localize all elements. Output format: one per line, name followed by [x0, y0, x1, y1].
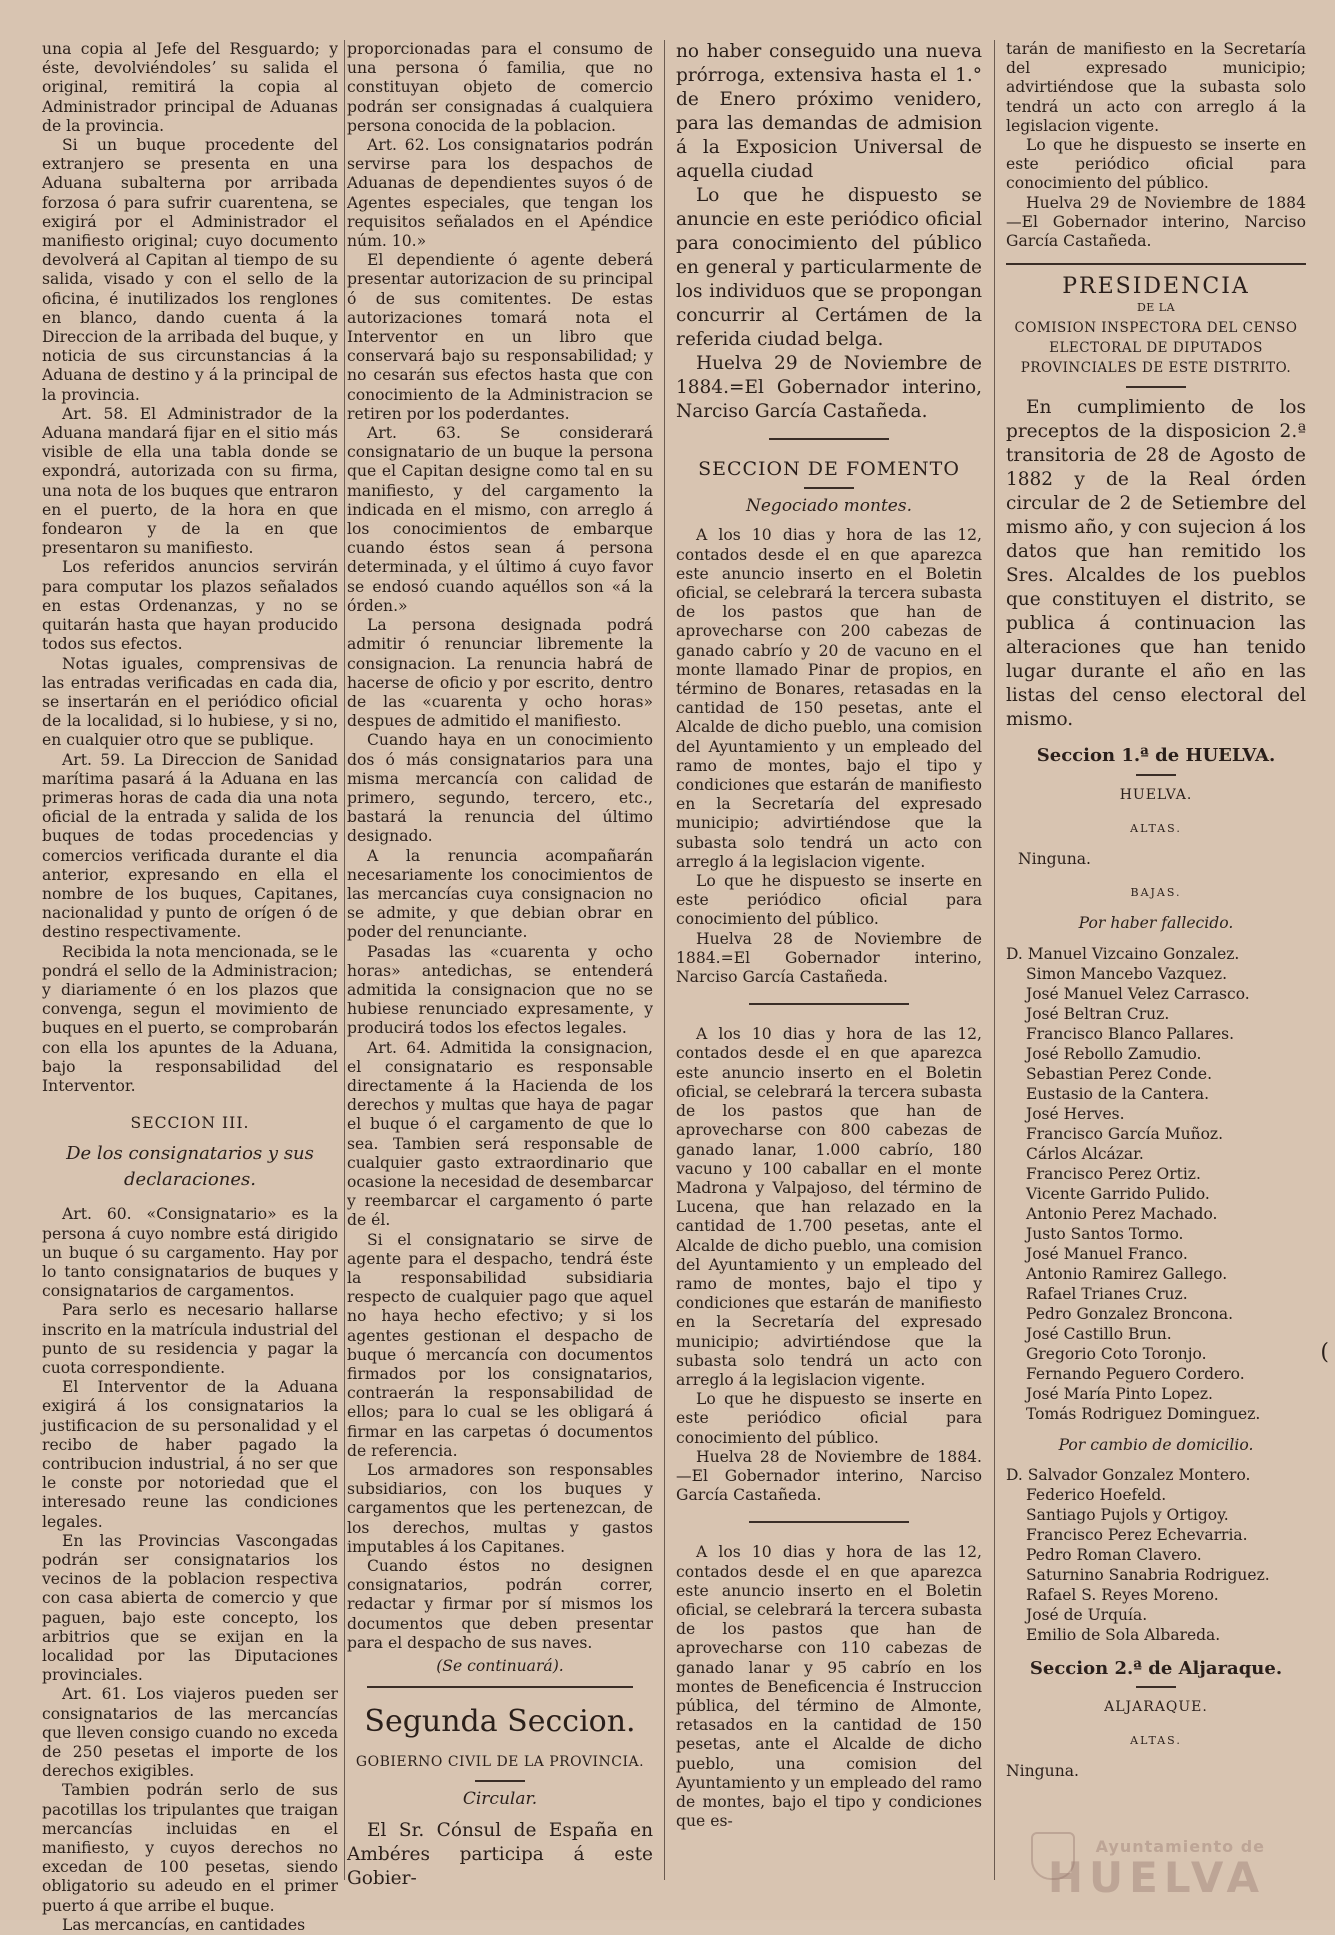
deceased-list	[1006, 944, 1306, 1424]
paragraph: Para serlo es necesario hallarse inscrito en la matrícula industrial del punto de su residencia y pagar la cuota correspondiente.	[42, 1301, 338, 1377]
list-item: Vicente Garrido Pulido.	[1026, 1184, 1210, 1203]
list-item: Francisco Perez Echevarria.	[1026, 1525, 1248, 1544]
list-item: Francisco García Muñoz.	[1026, 1124, 1224, 1143]
list-item: José Manuel Franco.	[1026, 1244, 1188, 1263]
paragraph: Los referidos anuncios servirán para computar los plazos señalados en estas Ordenanzas, y no se quitarán hasta que hayan producido todos sus efectos.	[42, 558, 338, 654]
paragraph: En cumplimiento de los preceptos de la disposicion 2.ª transitoria de 28 de Agosto de 1882 y de la Real órden circular de 2 de Setiembre del mismo año, y con sujecion á los datos que han remitido los Sres. Alcaldes de los pueblos que constituyen el distrito, se publica á continuacion las alteraciones que han tenido lugar durante el año en las listas del censo electoral del mismo.	[1006, 397, 1306, 731]
divider	[1136, 1686, 1176, 1688]
gov-heading: GOBIERNO CIVIL DE LA PROVINCIA.	[355, 1754, 645, 1771]
list-item: Francisco Perez Ortiz.	[1026, 1164, 1201, 1183]
paragraph: tarán de manifiesto en la Secretaría del expresado municipio; advirtiéndose que la subasta solo tendrá un acto con arreglo á la legislacion vigente.	[1006, 40, 1306, 135]
paragraph: Pasadas las «cuarenta y ocho horas» antedichas, se entenderá admitida la consignacion que no se hubiese renunciado expresamente, y producirá todos los efectos legales.	[347, 942, 653, 1038]
paragraph: Notas iguales, comprensivas de las entradas verificadas en cada dia, se insertarán en el periódico oficial de la localidad, si lo hubiese, y si no, en cualquier otro que se publique.	[42, 654, 338, 750]
section-heading: SECCION DE FOMENTO	[698, 458, 960, 480]
subsection-title: Por cambio de domicilio.	[1058, 1435, 1254, 1454]
presidencia-title: PRESIDENCIA	[1062, 274, 1250, 300]
paragraph: Huelva 29 de Noviembre de 1884 —El Gobernador interino, Narciso García Castañeda.	[1006, 193, 1306, 251]
list-item: Tomás Rodriguez Dominguez.	[1026, 1404, 1261, 1423]
section-title: De los consignatarios y sus declaraciones.	[66, 1143, 314, 1191]
divider	[475, 1780, 525, 1782]
column-3	[676, 40, 982, 1920]
list-item: Gregorio Coto Toronjo.	[1026, 1344, 1207, 1363]
paragraph: Cuando éstos no designen consignatarios, podrán correr, redactar y firmar por sí mismos los documentos que deben presentar para el despacho de sus naves.	[347, 1557, 653, 1652]
commission-title: COMISION INSPECTORA DEL CENSO ELECTORAL DE DIPUTADOS PROVINCIALES DE ESTE DISTRITO.	[1014, 320, 1298, 377]
list-item: Sebastian Perez Conde.	[1026, 1064, 1213, 1083]
divider	[1006, 263, 1306, 265]
list-item: Santiago Pujols y Ortigoy.	[1026, 1505, 1229, 1524]
list-item: Simon Mancebo Vazquez.	[1026, 964, 1227, 983]
paragraph: Recibida la nota mencionada, se le pondrá el sello de la Administracion; y diariamente ó en los plazos que convenga, segun el movimiento de buques en el puerto, se comprobarán con ella los apuntes de la Aduana, bajo la responsabilidad del Interventor.	[42, 942, 338, 1095]
bajas-label: BAJAS.	[1130, 886, 1182, 900]
list-item: José María Pinto Lopez.	[1026, 1384, 1213, 1403]
column-divider	[664, 40, 665, 1880]
column-2	[347, 40, 653, 1920]
paragraph: El Interventor de la Aduana exigirá á los consignatarios la justificacion de su personalidad y el recibo de haber pagado la contribucion industrial, á no ser que le conste por notoriedad que el interesado reune las condiciones legales.	[42, 1378, 338, 1531]
list-item: Rafael Trianes Cruz.	[1026, 1284, 1188, 1303]
paragraph: Los armadores son responsables subsidiarios, con los buques y cargamentos que les pertenezcan, de los derechos, multas y gastos imputables á los Capitanes.	[347, 1461, 653, 1556]
divider	[749, 1003, 909, 1005]
town-heading: HUELVA.	[1119, 786, 1193, 803]
list-item: José de Urquía.	[1026, 1605, 1148, 1624]
divider	[804, 487, 854, 489]
list-item: José Manuel Velez Carrasco.	[1026, 984, 1250, 1003]
watermark-line: HUELVA	[1047, 1853, 1265, 1902]
circular-title: Circular.	[462, 1789, 538, 1810]
section-heading: Seccion 2.ª de Aljaraque.	[1029, 1657, 1283, 1679]
divider	[769, 438, 889, 440]
paragraph: Si un buque procedente del extranjero se presenta en una Aduana subalterna por arribada forzosa ó para sufrir cuarentena, se exigirá por el Administrador el manifiesto original; cuyo documento devolverá al Capitan al tiempo de su salida, visado y con el sello de la oficina, é inutilizados los renglones en blanco, dando cuenta á la Direccion de la arribada del buque, y noticia de sus circunstancias á la Aduana de destino y á la principal de la provincia.	[42, 136, 338, 404]
list-item: Francisco Blanco Pallares.	[1026, 1024, 1235, 1043]
paragraph: Lo que he dispuesto se inserte en este periódico oficial para conocimiento del público.	[1006, 136, 1306, 193]
list-item: Pedro Roman Clavero.	[1026, 1545, 1202, 1564]
list-item: Emilio de Sola Albareda.	[1026, 1625, 1221, 1644]
column-divider	[994, 40, 995, 1880]
paragraph: Art. 59. La Direccion de Sanidad marítima pasará á la Aduana en las primeras horas de cada dia una nota oficial de la entrada y salida de los buques de todas procedencias y comercios verificada durante el dia anterior, expresando en ella el nombre de los buques, Capitanes, nacionalidad y punto de orígen ó de destino respectivamente.	[42, 750, 338, 942]
subsection-title: Negociado montes.	[746, 496, 912, 517]
paragraph: Lo que he dispuesto se anuncie en este periódico oficial para conocimiento del público en general y particularmente de los individuos que se propongan concurrir al Certámen de la referida ciudad belga.	[676, 185, 982, 350]
list-item: José Herves.	[1026, 1104, 1125, 1123]
list-item: Rafael S. Reyes Moreno.	[1026, 1585, 1219, 1604]
list-item: José Beltran Cruz.	[1026, 1004, 1170, 1023]
list-item: Antonio Perez Machado.	[1026, 1204, 1218, 1223]
divider	[367, 1686, 633, 1688]
continued-note: (Se continuará).	[436, 1657, 564, 1676]
edge-mark: (	[1320, 1340, 1329, 1365]
paragraph: Ninguna.	[1006, 1762, 1079, 1781]
list-item: Eustasio de la Cantera.	[1026, 1084, 1210, 1103]
paragraph: Ninguna.	[1018, 850, 1091, 869]
paragraph: Art. 62. Los consignatarios podrán servirse para los despachos de Aduanas de dependientes suyos ó de Agentes especiales, que tengan los requisitos señalados en el Apéndice núm. 10.»	[347, 136, 653, 251]
paragraph: Art. 61. Los viajeros pueden ser consignatarios de las mercancías que lleven consigo cuando no exceda de 250 pesetas el importe de los derechos exigibles.	[42, 1685, 338, 1781]
list-item: Pedro Gonzalez Broncona.	[1026, 1304, 1234, 1323]
paragraph: A los 10 dias y hora de las 12, contados desde el en que aparezca este anuncio inserto en el Boletin oficial, se celebrará la tercera subasta de los pastos que han de aprovecharse con 110 cabezas de ganado lanar y 95 cabrío en los montes de Beneficencia é Instruccion pública, del término de Almonte, retasados en la cantidad de 150 pesetas, ante el Alcalde de dicho pueblo, una comision del Ayuntamiento y un empleado del ramo de montes, bajo el tipo y condiciones que es-	[676, 1543, 982, 1831]
paragraph: A la renuncia acompañarán necesariamente los conocimientos de las mercancías cuya consignacion no se admite, y que debian obrar en poder del renunciante.	[347, 846, 653, 942]
paragraph: Huelva 28 de Noviembre de 1884. —El Gobernador interino, Narciso García Castañeda.	[676, 1447, 982, 1505]
paragraph: Art. 63. Se considerará consignatario de un buque la persona que el Capitan designe como tal en su manifiesto, y del cargamento la indicada en el mismo, con arreglo á los conocimientos de embarque cuando éstos sean á persona determinada, y el último á cuyo favor se endosó cuando aquéllos son «á la órden.»	[347, 424, 653, 615]
list-item: José Castillo Brun.	[1026, 1324, 1172, 1343]
paragraph: Huelva 28 de Noviembre de 1884.=El Gobernador interino, Narciso García Castañeda.	[676, 929, 982, 987]
list-item: Antonio Ramirez Gallego.	[1026, 1264, 1228, 1283]
list-item: D. Salvador Gonzalez Montero.	[1006, 1465, 1251, 1484]
paragraph: no haber conseguido una nueva prórroga, extensiva hasta el 1.° de Enero próximo venidero, para las demandas de admision á la Exposicion Universal de aquella ciudad	[676, 41, 982, 182]
divider	[749, 1521, 909, 1523]
list-item: Justo Santos Tormo.	[1026, 1224, 1184, 1243]
paragraph: El Sr. Cónsul de España en Ambéres participa á este Gobier-	[347, 1820, 653, 1890]
archive-watermark	[1048, 1837, 1265, 1900]
section-heading: Seccion 1.ª de HUELVA.	[1036, 745, 1276, 767]
list-item: Saturnino Sanabria Rodriguez.	[1026, 1565, 1270, 1584]
list-item: Federico Hoefeld.	[1026, 1485, 1167, 1504]
list-item: D. Manuel Vizcaino Gonzalez.	[1006, 944, 1240, 963]
paragraph: Cuando haya en un conocimiento dos ó más consignatarios para una misma mercancía con calidad de primero, segundo, tercero, etc., bastará la renuncia del último designado.	[347, 731, 653, 846]
section-title: Segunda Seccion.	[364, 1704, 636, 1740]
de-la-label: DE LA	[1136, 301, 1176, 315]
paragraph: Lo que he dispuesto se inserte en este periódico oficial para conocimiento del público.	[676, 872, 982, 929]
paragraph: A los 10 dias y hora de las 12, contados desde el en que aparezca este anuncio inserto en el Boletin oficial, se celebrará la tercera subasta de los pastos que han de aprovecharse con 800 cabezas de ganado lanar, 1.000 cabrío, 180 vacuno y 100 caballar en el monte Madrona y Valpajoso, del término de Lucena, que han relazado en la cantidad de 1.700 pesetas, ante el Alcalde de dicho pueblo, una comision del Ayuntamiento y un empleado del ramo de montes, bajo el tipo y condiciones que estarán de manifiesto en la Secretaría del expresado municipio; advirtiéndose que la subasta solo tendrá un acto con arreglo á la legislacion vigente.	[676, 1025, 982, 1389]
altas-label: ALTAS.	[1130, 821, 1182, 835]
paragraph: Huelva 29 de Noviembre de 1884.=El Gobernador interino, Narciso García Castañeda.	[676, 353, 982, 422]
column-1	[42, 40, 338, 1934]
list-item: Cárlos Alcázar.	[1026, 1144, 1144, 1163]
section-heading: SECCION III.	[130, 1114, 250, 1133]
divider	[1126, 386, 1186, 388]
paragraph: La persona designada podrá admitir ó renunciar libremente la consignacion. La renuncia habrá de hacerse de oficio y por escrito, dentro de las «cuarenta y ocho horas» despues de admitido el manifiesto.	[347, 616, 653, 731]
divider	[1136, 774, 1176, 776]
column-divider	[344, 40, 345, 1880]
paragraph: En las Provincias Vascongadas podrán ser consignatarios los vecinos de la poblacion respectiva con casa abierta de comercio y que paguen, bajo este concepto, los arbitrios que se exijan en la localidad por las Diputaciones provinciales.	[42, 1531, 338, 1685]
paragraph: Las mercancías, en cantidades	[62, 1915, 306, 1934]
paragraph: A los 10 dias y hora de las 12, contados desde el en que aparezca este anuncio inserto en el Boletin oficial, se celebrará la tercera subasta de los pastos que han de aprovecharse con 200 cabezas de ganado cabrío y 20 de vacuno en el monte llamado Pinar de propios, en término de Bonares, retasadas en la cantidad de 150 pesetas, ante el Alcalde de dicho pueblo, una comision del Ayuntamiento y un empleado del ramo de montes, bajo el tipo y condiciones que estarán de manifiesto en la Secretaría del expresado municipio; advirtiéndose que la subasta solo tendrá un acto con arreglo á la legislacion vigente.	[676, 526, 982, 871]
paragraph: Art. 58. El Administrador de la Aduana mandará fijar en el sitio más visible de ella una tabla donde se expondrá, autorizada con su firma, una nota de los buques que entraron en el puerto, de la hora en que fondearon y de la en que presentaron su manifiesto.	[42, 404, 338, 558]
altas-label: ALTAS.	[1130, 1734, 1182, 1748]
list-item: José Rebollo Zamudio.	[1026, 1044, 1202, 1063]
paragraph: El dependiente ó agente deberá presentar autorizacion de su principal ó de sus comitentes. De estas autorizaciones tomará nota el Interventor en un libro que conservará bajo su responsabilidad; y no cesarán sus efectos hasta que con conocimiento de la Administracion se retiren por los poderdantes.	[347, 251, 653, 423]
column-4	[1006, 40, 1306, 1920]
paragraph: Lo que he dispuesto se inserte en este periódico oficial para conocimiento del público.	[676, 1390, 982, 1447]
paragraph: Si el consignatario se sirve de agente para el despacho, tendrá éste la responsabilidad subsidiaria respecto de cualquier pago que aquel no haya hecho efectivo; y si los agentes gestionan el despacho de buque ó mercancía con documentos firmados por los consignatarios, contraerán la responsabilidad de ellos; para lo cual se les obligará á firmar en las carpetas ó documentos de referencia.	[347, 1230, 653, 1460]
list-item: Fernando Peguero Cordero.	[1026, 1364, 1245, 1383]
town-heading: ALJARAQUE.	[1104, 1699, 1208, 1716]
paragraph: proporcionadas para el consumo de una persona ó familia, que no constituyan objeto de comercio podrán ser consignadas á cualquiera persona conocida de la poblacion.	[347, 40, 653, 135]
paragraph: Art. 64. Admitida la consignacion, el consignatario es responsable directamente á la Hacienda de los derechos y multas que haya de pagar el buque ó el cargamento de que lo sea. Tambien será responsable de cualquier gasto extraordinario que ocasione la necesidad de desembarcar y reembarcar el cargamento ó parte de él.	[347, 1038, 653, 1230]
subsection-title: Por haber fallecido.	[1078, 914, 1234, 933]
watermark-line: Ayuntamiento de	[1095, 1837, 1265, 1856]
paragraph: una copia al Jefe del Resguardo; y éste, devolviéndolesʼ su salida el original, remitirá la copia al Administrador principal de Aduanas de la provincia.	[42, 40, 338, 135]
paragraph: Tambien podrán serlo de sus pacotillas los tripulantes que traigan mercancías incluidas en el manifiesto, y cuyos derechos no excedan de 100 pesetas, siendo obligatorio su adeudo en el primer puerto á que arribe el buque.	[42, 1781, 338, 1915]
paragraph: Art. 60. «Consignatario» es la persona á cuyo nombre está dirigido un buque ó su cargamento. Hay por lo tanto consignatarios de buques y consignatarios de cargamentos.	[42, 1205, 338, 1301]
moved-list	[1006, 1465, 1306, 1645]
